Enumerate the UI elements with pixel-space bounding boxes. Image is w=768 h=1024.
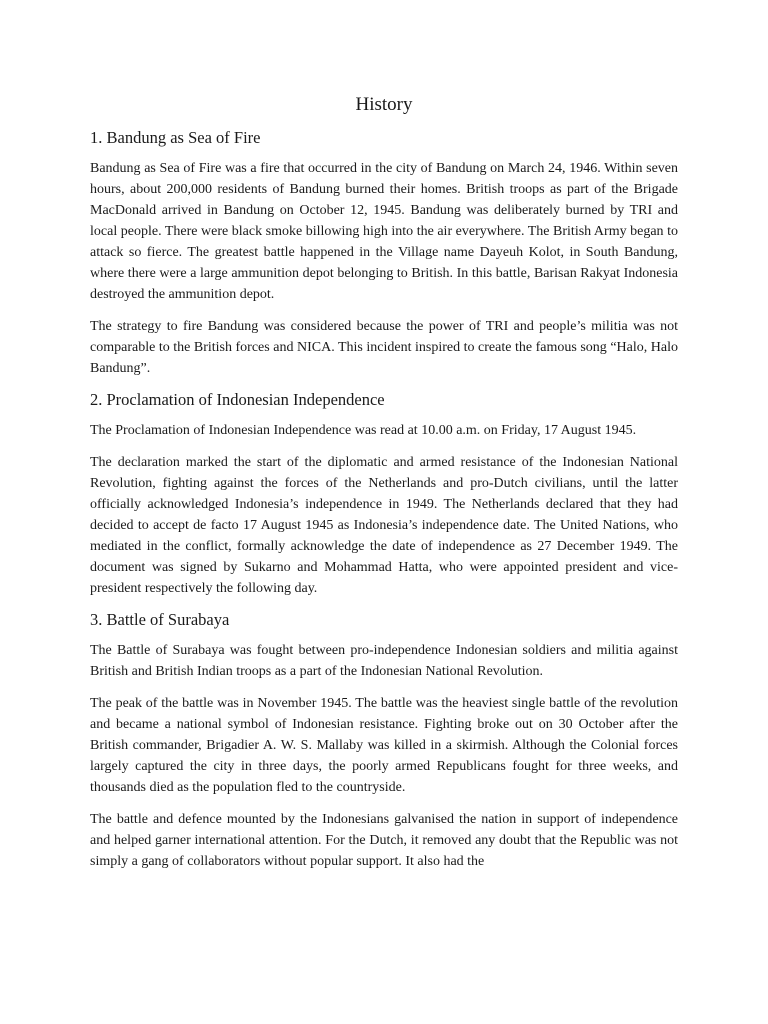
- paragraph: The strategy to fire Bandung was considered because the power of TRI and people’s militia was not comparable to the British forces and NICA. This incident inspired to create the famous song “Halo, Halo Bandung”.: [90, 319, 678, 376]
- section-heading: 2. Proclamation of Indonesian Independence: [90, 390, 385, 409]
- section-heading: 3. Battle of Surabaya: [90, 610, 230, 629]
- page-title: History: [355, 94, 413, 115]
- paragraph: Bandung as Sea of Fire was a fire that occurred in the city of Bandung on March 24, 1946. Within seven hours, about 200,000 residents of Bandung burned their homes. British troops as part of the Brigade MacDonald arrived in Bandung on October 12, 1945. Bandung was deliberately burned by TRI and local people. There were black smoke billowing high into the air everywhere. The British Army began to attack so fierce. The greatest battle happened in the Village name Dayeuh Kolot, in South Bandung, where there were a large ammunition depot belonging to British. In this battle, Barisan Rakyat Indonesia destroyed the ammunition depot.: [90, 161, 678, 302]
- section-battle-of-surabaya: [90, 610, 678, 872]
- section-proclamation-of-independence: [90, 390, 678, 599]
- paragraph: The Battle of Surabaya was fought between pro-independence Indonesian soldiers and militia against British and British Indian troops as a part of the Indonesian National Revolution.: [90, 643, 678, 679]
- document-page: [90, 94, 678, 883]
- paragraph: The battle and defence mounted by the Indonesians galvanised the nation in support of independence and helped garner international attention. For the Dutch, it removed any doubt that the Republic was not simply a gang of collaborators without popular support. It also had the: [90, 812, 678, 869]
- paragraph: The Proclamation of Indonesian Independence was read at 10.00 a.m. on Friday, 17 August 1945.: [90, 423, 637, 438]
- section-heading: 1. Bandung as Sea of Fire: [90, 128, 261, 147]
- paragraph: The peak of the battle was in November 1945. The battle was the heaviest single battle of the revolution and became a national symbol of Indonesian resistance. Fighting broke out on 30 October after the British commander, Brigadier A. W. S. Mallaby was killed in a skirmish. Although the Colonial forces largely captured the city in three days, the poorly armed Republicans fought for three weeks, and thousands died as the population fled to the countryside.: [90, 696, 678, 795]
- paragraph: The declaration marked the start of the diplomatic and armed resistance of the Indonesian National Revolution, fighting against the forces of the Netherlands and pro-Dutch civilians, until the latter officially acknowledged Indonesia’s independence in 1949. The Netherlands declared that they had decided to accept de facto 17 August 1945 as Indonesia’s independence date. The United Nations, who mediated in the conflict, formally acknowledge the date of independence as 27 December 1949. The document was signed by Sukarno and Mohammad Hatta, who were appointed president and vice-president respectively the following day.: [90, 455, 678, 596]
- section-bandung-sea-of-fire: [90, 128, 678, 379]
